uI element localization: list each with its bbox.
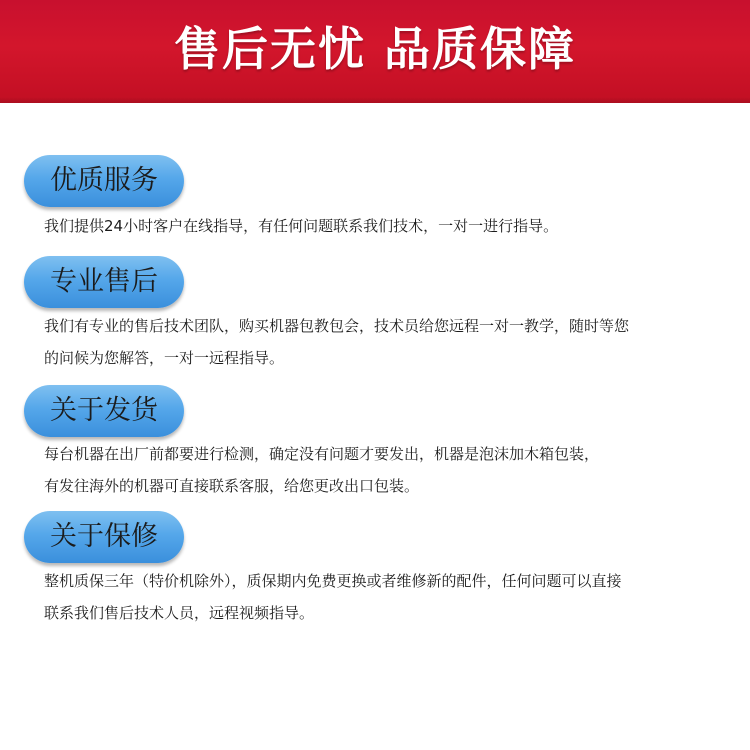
banner-title: 售后无忧 品质保障	[173, 22, 576, 76]
section-title: 关于保修	[50, 521, 158, 552]
section-title: 专业售后	[50, 266, 158, 297]
description-line: 有发往海外的机器可直接联系客服，给您更改出口包装。	[44, 477, 420, 495]
description-line: 我们有专业的售后技术团队，购买机器包教包会，技术员给您远程一对一教学，随时等您	[44, 317, 630, 335]
section-title: 关于发货	[50, 395, 158, 426]
banner	[0, 0, 750, 103]
description-line: 我们提供24小时客户在线指导，有任何问题联系我们技术，一对一进行指导。	[44, 217, 559, 235]
description-line: 整机质保三年（特价机除外），质保期内免费更换或者维修新的配件，任何问题可以直接	[44, 572, 622, 590]
section-description	[44, 565, 724, 629]
section-title-pill	[24, 256, 184, 308]
section-title-pill	[24, 155, 184, 207]
section-description	[44, 310, 724, 374]
section-title-pill	[24, 385, 184, 437]
section-description	[44, 210, 724, 242]
section-title: 优质服务	[50, 165, 158, 196]
description-line: 的问候为您解答，一对一远程指导。	[44, 349, 285, 367]
section-title-pill	[24, 511, 184, 563]
section-description	[44, 438, 724, 502]
description-line: 联系我们售后技术人员，远程视频指导。	[44, 604, 315, 622]
description-line: 每台机器在出厂前都要进行检测，确定没有问题才要发出，机器是泡沫加木箱包装，	[44, 445, 600, 463]
